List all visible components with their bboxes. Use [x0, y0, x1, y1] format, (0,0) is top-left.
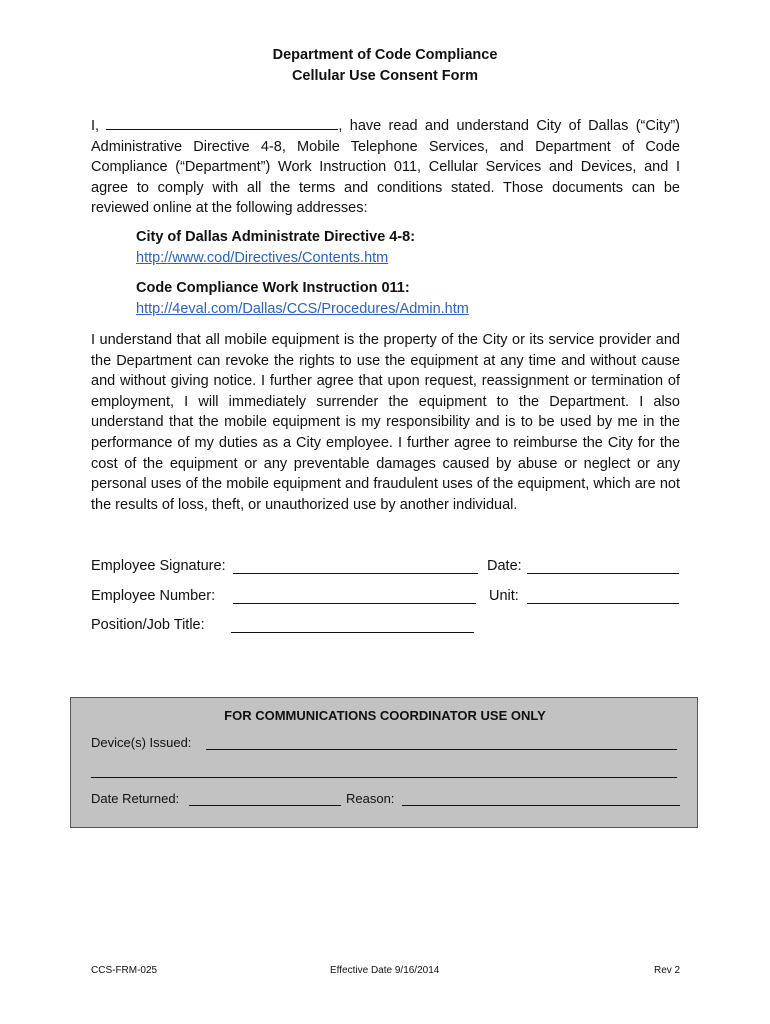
form-id: CCS-FRM-025 [91, 965, 158, 976]
intro-paragraph [91, 115, 680, 219]
reason-field[interactable] [402, 805, 680, 806]
directive-link[interactable]: http://www.cod/Directives/Contents.htm [136, 250, 389, 266]
agreement-paragraph: I understand that all mobile equipment is the property of the City or its service provider and the Department can revoke the rights to use the equipment at any time and without cause and without giving notice. I further agree that upon request, reassignment or termination of employment, I will immediately surrender the equipment to the Department. I also understand that the mobile equipment is my responsibility and is to be used by me in the performance of my duties as a City employee. I further agree to reimburse the City for the cost of the equipment or any preventable damages caused by abuse or neglect or any personal uses of the mobile equipment and fraudulent uses of the equipment, which are not the results of loss, theft, or unauthorized use by another individual. [91, 332, 680, 513]
devices-issued-field[interactable] [206, 749, 677, 750]
coordinator-title: FOR COMMUNICATIONS COORDINATOR USE ONLY [224, 708, 546, 723]
date-returned-field[interactable] [189, 805, 341, 806]
form-title: Cellular Use Consent Form [291, 68, 479, 84]
signature-field[interactable] [233, 573, 478, 574]
unit-field[interactable] [527, 603, 679, 604]
employee-number-field[interactable] [233, 603, 476, 604]
date-label: Date: [487, 558, 522, 574]
effective-date: Effective Date 9/16/2014 [330, 965, 440, 976]
intro-prefix: I, [91, 118, 100, 134]
devices-issued-field-line2[interactable] [91, 777, 677, 778]
directive-heading: City of Dallas Administrate Directive 4-8: [136, 229, 416, 245]
employee-number-label: Employee Number: [91, 588, 216, 604]
work-instruction-heading: Code Compliance Work Instruction 011: [136, 280, 410, 296]
unit-label: Unit: [489, 588, 519, 604]
name-blank[interactable] [106, 115, 338, 130]
signature-label: Employee Signature: [91, 558, 226, 574]
date-returned-label: Date Returned: [91, 791, 180, 806]
position-label: Position/Job Title: [91, 617, 205, 633]
reason-label: Reason: [346, 791, 395, 806]
devices-issued-label: Device(s) Issued: [91, 735, 192, 750]
position-field[interactable] [231, 632, 474, 633]
date-field[interactable] [527, 573, 679, 574]
intro-text: , have read and understand City of Dallas (“City”) Administrative Directive 4-8, Mobile Telephone Services, and Department of Code Compliance (“Department”) Work Instruction 011, Cellular Services and Devices, and I agree to comply with all the terms and conditions stated. Those documents can be reviewed online at the following addresses: [91, 118, 680, 217]
coordinator-section [70, 697, 698, 828]
form-department-title: Department of Code Compliance [272, 47, 498, 63]
revision: Rev 2 [654, 965, 681, 976]
work-instruction-link[interactable]: http://4eval.com/Dallas/CCS/Procedures/Admin.htm [136, 301, 469, 317]
